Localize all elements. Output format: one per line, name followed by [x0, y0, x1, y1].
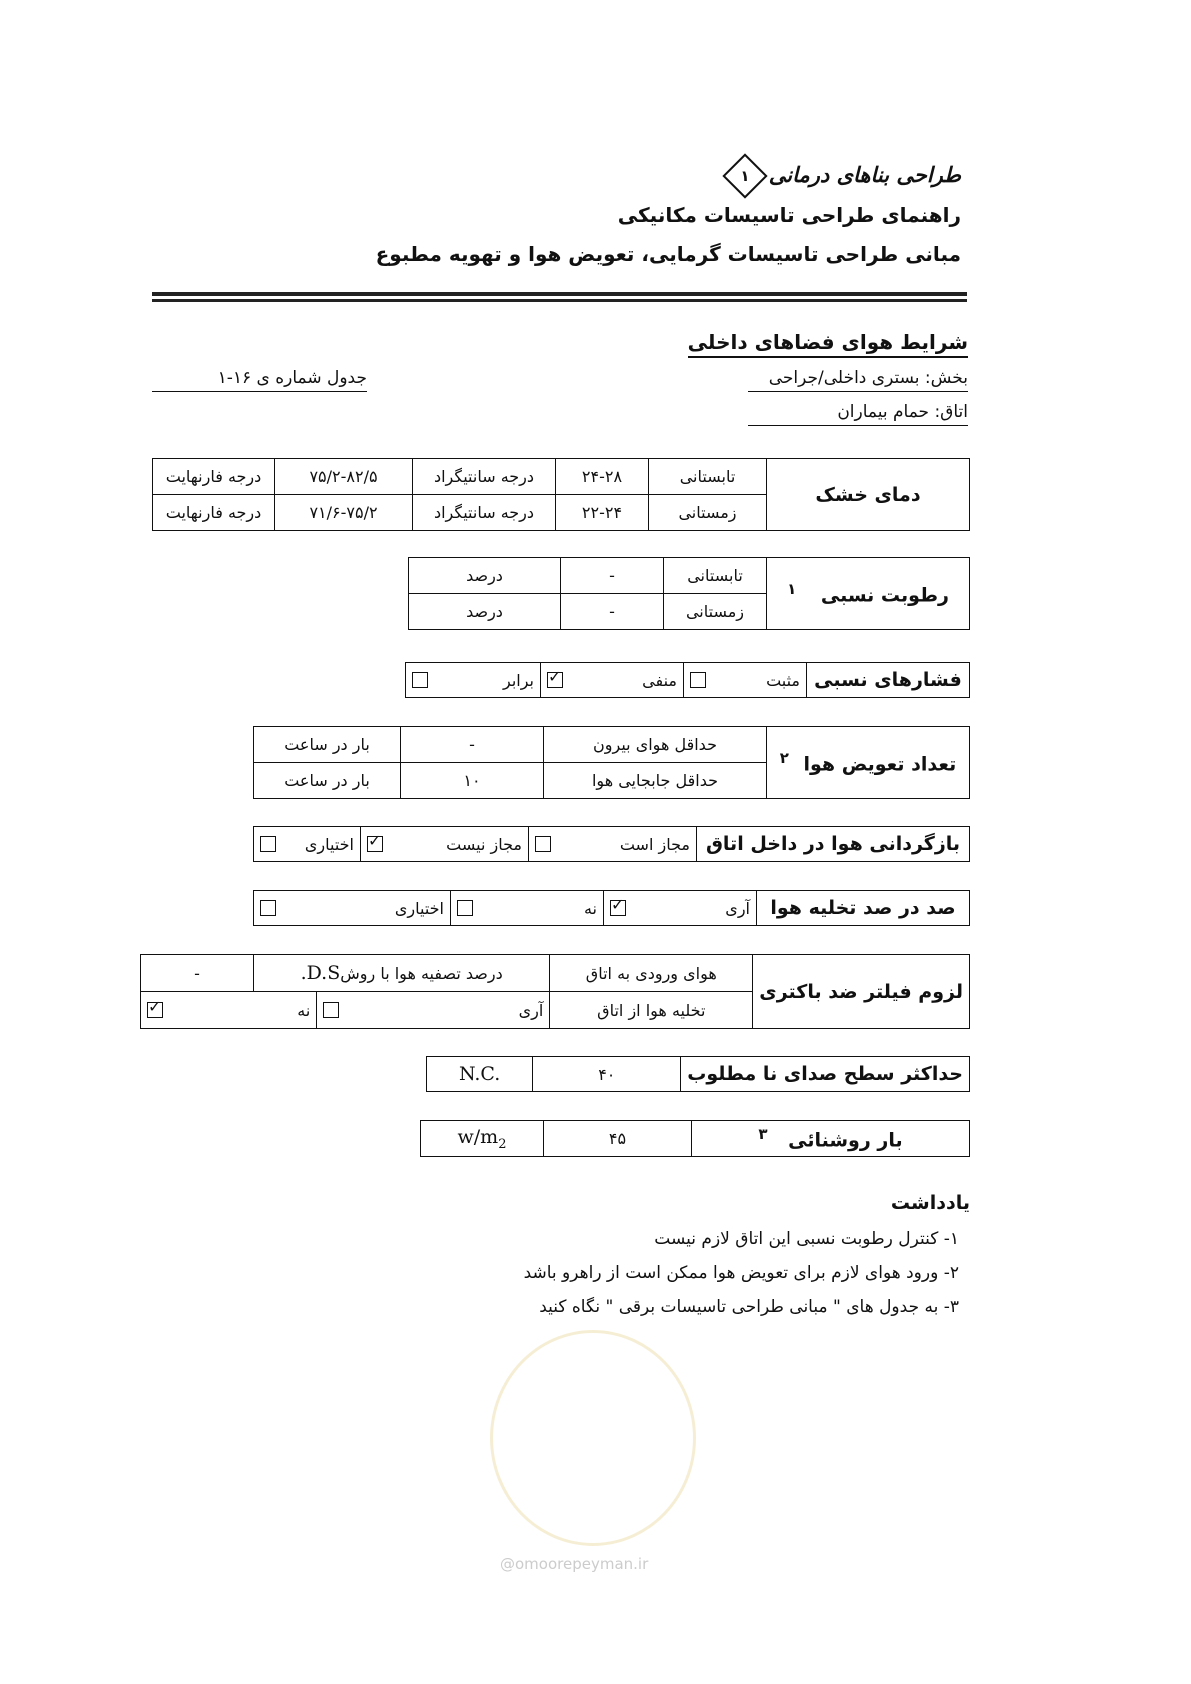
exhaust-option-optional — [254, 891, 451, 926]
pressure-option-positive — [684, 663, 807, 698]
pressure-table — [405, 662, 970, 698]
note-item: ۲- ورود هوای لازم برای تعویض هوا ممکن است از راهرو باشد — [523, 1263, 959, 1283]
table-number: جدول شماره ی ۱۶-۱ — [152, 368, 367, 392]
option-text: مثبت — [766, 670, 800, 690]
checkbox-negative[interactable] — [547, 672, 563, 688]
pressure-option-negative — [541, 663, 684, 698]
option-text: اختیاری — [304, 834, 354, 854]
exhaust-option-no — [451, 891, 604, 926]
dry-temp-table — [152, 458, 970, 531]
humidity-winter: - — [561, 594, 664, 630]
ward-label: بخش: بستری داخلی/جراحی — [748, 368, 968, 392]
pressure-label: فشارهای نسبی — [807, 663, 970, 698]
exhaust-air-label: تخلیه هوا از اتاق — [550, 992, 753, 1029]
option-text: برابر — [502, 670, 534, 690]
checkbox-yes[interactable] — [323, 1002, 339, 1018]
header-rule-thick — [152, 292, 967, 296]
lighting-label: بار روشنائی — [788, 1129, 903, 1152]
option-text: نه — [297, 1000, 311, 1020]
temp-c-winter: ۲۲-۲۴ — [556, 495, 649, 531]
lighting-unit: w/m — [457, 1125, 499, 1148]
recirculation-table — [253, 826, 970, 862]
unit-fahrenheit: درجه فارنهایت — [153, 459, 275, 495]
temp-f-summer: ۷۵/۲-۸۲/۵ — [275, 459, 413, 495]
season-winter: زمستانی — [649, 495, 767, 531]
air-change-label-cell — [767, 727, 970, 799]
season-summer: تابستانی — [664, 558, 767, 594]
noise-table — [426, 1056, 970, 1092]
min-outdoor-air-value: - — [401, 727, 544, 763]
option-text: مجاز نیست — [446, 834, 522, 854]
filter-label: لزوم فیلتر ضد باکتری — [753, 955, 970, 1029]
air-change-table — [253, 726, 970, 799]
lighting-unit-subscript: 2 — [498, 1136, 507, 1152]
checkbox-positive[interactable] — [690, 672, 706, 688]
noise-label: حداکثر سطح صدای نا مطلوب — [681, 1057, 970, 1092]
min-air-change-value: ۱۰ — [401, 763, 544, 799]
unit-celsius: درجه سانتیگراد — [413, 459, 556, 495]
temp-f-winter: ۷۱/۶-۷۵/۲ — [275, 495, 413, 531]
exhaust-label: صد در صد تخلیه هوا — [757, 891, 970, 926]
option-text: آری — [518, 1000, 544, 1020]
lighting-label-cell — [692, 1121, 970, 1157]
humidity-label: رطوبت نسبی — [820, 584, 949, 607]
purification-label: درصد تصفیه هوا با روش — [340, 964, 503, 983]
humidity-label-cell — [767, 558, 970, 630]
min-outdoor-air-label: حداقل هوای بیرون — [544, 727, 767, 763]
volume-badge — [723, 153, 768, 198]
checkbox-allowed[interactable] — [535, 836, 551, 852]
watermark-seal — [490, 1330, 696, 1546]
doc-topic: مبانی طراحی تاسیسات گرمایی، تعویض هوا و تهویه مطبوع — [375, 242, 961, 266]
lighting-footnote: ۳ — [758, 1125, 768, 1144]
purification-method: D.S. — [300, 962, 341, 984]
checkbox-no[interactable] — [457, 900, 473, 916]
checkbox-optional[interactable] — [260, 900, 276, 916]
option-text: اختیاری — [394, 898, 444, 918]
lighting-unit-cell — [421, 1121, 544, 1157]
filter-table — [140, 954, 970, 1029]
noise-unit: N.C. — [427, 1057, 533, 1092]
unit-per-hour: بار در ساعت — [254, 763, 401, 799]
air-change-footnote: ۲ — [779, 749, 789, 768]
purification-value: - — [141, 955, 254, 992]
checkbox-equal[interactable] — [412, 672, 428, 688]
unit-celsius: درجه سانتیگراد — [413, 495, 556, 531]
header-rule-thin — [152, 299, 967, 302]
humidity-footnote: ۱ — [787, 580, 797, 599]
recirc-option-allowed — [529, 827, 697, 862]
checkbox-no[interactable] — [147, 1002, 163, 1018]
recirc-option-not-allowed — [361, 827, 529, 862]
lighting-table — [420, 1120, 970, 1157]
recirculation-label: بازگردانی هوا در داخل اتاق — [697, 827, 970, 862]
option-text: نه — [583, 898, 597, 918]
noise-value: ۴۰ — [533, 1057, 681, 1092]
filter-option-yes — [317, 992, 550, 1029]
exhaust-table — [253, 890, 970, 926]
option-text: مجاز است — [619, 834, 690, 854]
min-air-change-label: حداقل جابجایی هوا — [544, 763, 767, 799]
lighting-value: ۴۵ — [544, 1121, 692, 1157]
recirc-option-optional — [254, 827, 361, 862]
option-text: منفی — [642, 670, 677, 690]
series-title-text: طراحی بناهای درمانی — [768, 163, 961, 187]
season-summer: تابستانی — [649, 459, 767, 495]
doc-series-title — [713, 160, 961, 192]
unit-per-hour: بار در ساعت — [254, 727, 401, 763]
humidity-summer: - — [561, 558, 664, 594]
purification-cell — [254, 955, 550, 992]
room-label: اتاق: حمام بیماران — [748, 402, 968, 426]
supply-air-label: هوای ورودی به اتاق — [550, 955, 753, 992]
exhaust-option-yes — [604, 891, 757, 926]
checkbox-yes[interactable] — [610, 900, 626, 916]
unit-percent: درصد — [409, 558, 561, 594]
pressure-option-equal — [406, 663, 541, 698]
note-item: ۱- کنترل رطوبت نسبی این اتاق لازم نیست — [654, 1229, 959, 1249]
checkbox-not-allowed[interactable] — [367, 836, 383, 852]
notes-title: یادداشت — [890, 1192, 970, 1214]
option-text: آری — [725, 898, 750, 918]
note-item: ۳- به جدول های " مبانی طراحی تاسیسات برقی " نگاه کنید — [539, 1297, 959, 1317]
unit-fahrenheit: درجه فارنهایت — [153, 495, 275, 531]
doc-subtitle: راهنمای طراحی تاسیسات مکانیکی — [617, 203, 961, 227]
humidity-table — [408, 557, 970, 630]
checkbox-optional[interactable] — [260, 836, 276, 852]
volume-number: ۱ — [740, 167, 751, 185]
filter-option-no — [141, 992, 317, 1029]
temp-c-summer: ۲۴-۲۸ — [556, 459, 649, 495]
air-change-label: تعداد تعویض هوا — [803, 753, 957, 776]
watermark-text: @omoorepeyman.ir — [500, 1555, 649, 1573]
unit-percent: درصد — [409, 594, 561, 630]
section-title: شرایط هوای فضاهای داخلی — [688, 330, 968, 358]
dry-temp-label: دمای خشک — [767, 459, 970, 531]
season-winter: زمستانی — [664, 594, 767, 630]
